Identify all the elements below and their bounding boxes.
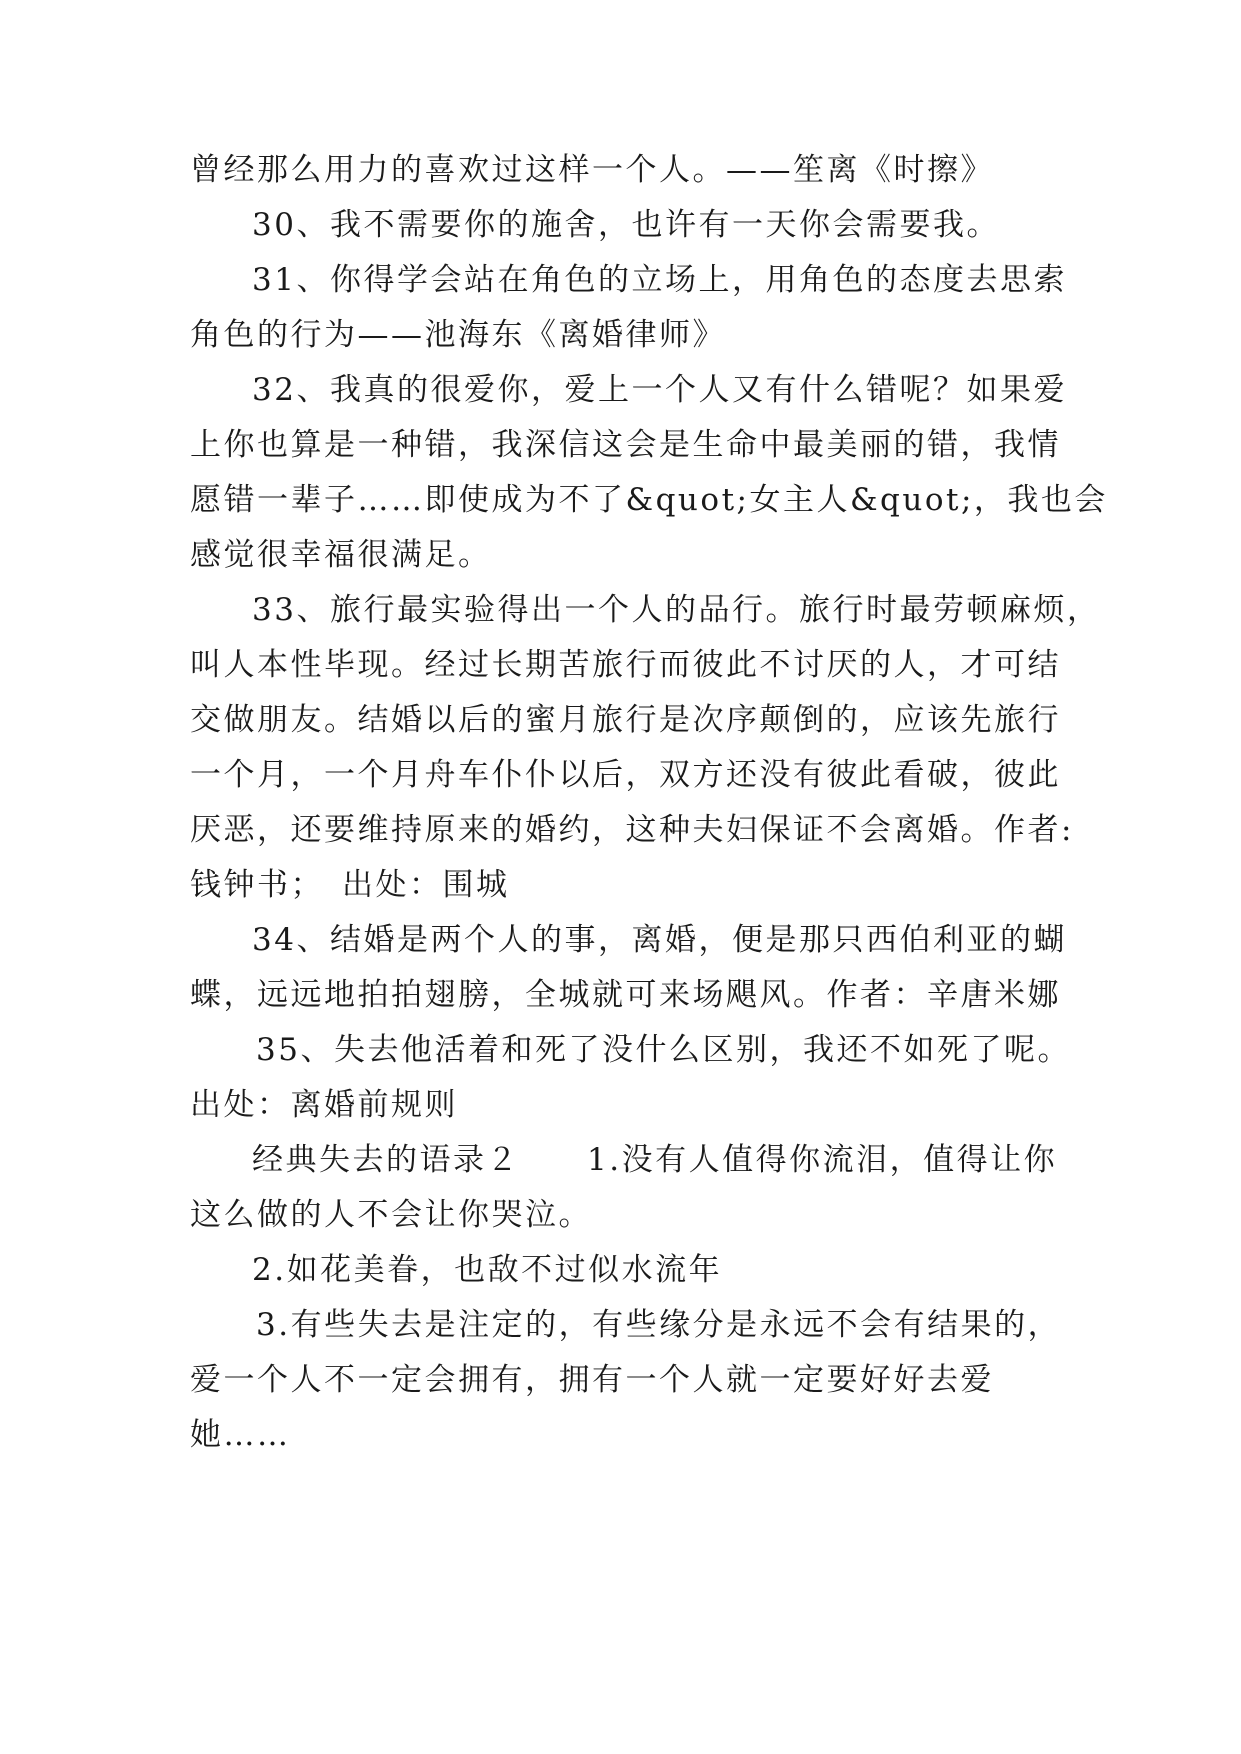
text-line: 32、我真的很爱你，爱上一个人又有什么错呢？如果爱 <box>252 372 1067 408</box>
text-line: 出处：离婚前规则 <box>190 1087 458 1123</box>
text-line: 3.有些失去是注定的，有些缘分是永远不会有结果的， <box>256 1307 1062 1343</box>
text-line: 一个月，一个月舟车仆仆以后，双方还没有彼此看破，彼此 <box>190 757 1061 793</box>
section-heading: 经典失去的语录２ 1.没有人值得你流泪，值得让你 <box>252 1142 1058 1178</box>
text-line: 角色的行为——池海东《离婚律师》 <box>190 317 726 353</box>
text-line: 蝶，远远地拍拍翅膀，全城就可来场飓风。作者：辛唐米娜 <box>190 977 1061 1013</box>
text-line: 爱一个人不一定会拥有，拥有一个人就一定要好好去爱 <box>190 1362 994 1398</box>
text-line: 31、你得学会站在角色的立场上，用角色的态度去思索 <box>252 262 1067 298</box>
text-line: 钱钟书； 出处：围城 <box>190 867 510 903</box>
text-line: 2.如花美眷，也敌不过似水流年 <box>252 1252 723 1288</box>
text-line: 感觉很幸福很满足。 <box>190 537 492 573</box>
text-line: 34、结婚是两个人的事，离婚，便是那只西伯利亚的蝴 <box>252 922 1067 958</box>
text-line: 30、我不需要你的施舍，也许有一天你会需要我。 <box>252 207 1000 243</box>
text-line: 33、旅行最实验得出一个人的品行。旅行时最劳顿麻烦， <box>252 592 1101 628</box>
text-line: 愿错一辈子……即使成为不了&quot;女主人&quot;，我也会 <box>190 482 1108 518</box>
text-line: 交做朋友。结婚以后的蜜月旅行是次序颠倒的，应该先旅行 <box>190 702 1061 738</box>
text-line: 厌恶，还要维持原来的婚约，这种夫妇保证不会离婚。作者: <box>190 812 1074 848</box>
text-line: 曾经那么用力的喜欢过这样一个人。——笙离《时擦》 <box>190 152 994 188</box>
text-line: 她…… <box>190 1417 291 1453</box>
text-line: 35、失去他活着和死了没什么区别，我还不如死了呢。 <box>256 1032 1071 1068</box>
text-line: 上你也算是一种错，我深信这会是生命中最美丽的错，我情 <box>190 427 1061 463</box>
text-line: 叫人本性毕现。经过长期苦旅行而彼此不讨厌的人，才可结 <box>190 647 1061 683</box>
text-line: 这么做的人不会让你哭泣。 <box>190 1197 592 1233</box>
